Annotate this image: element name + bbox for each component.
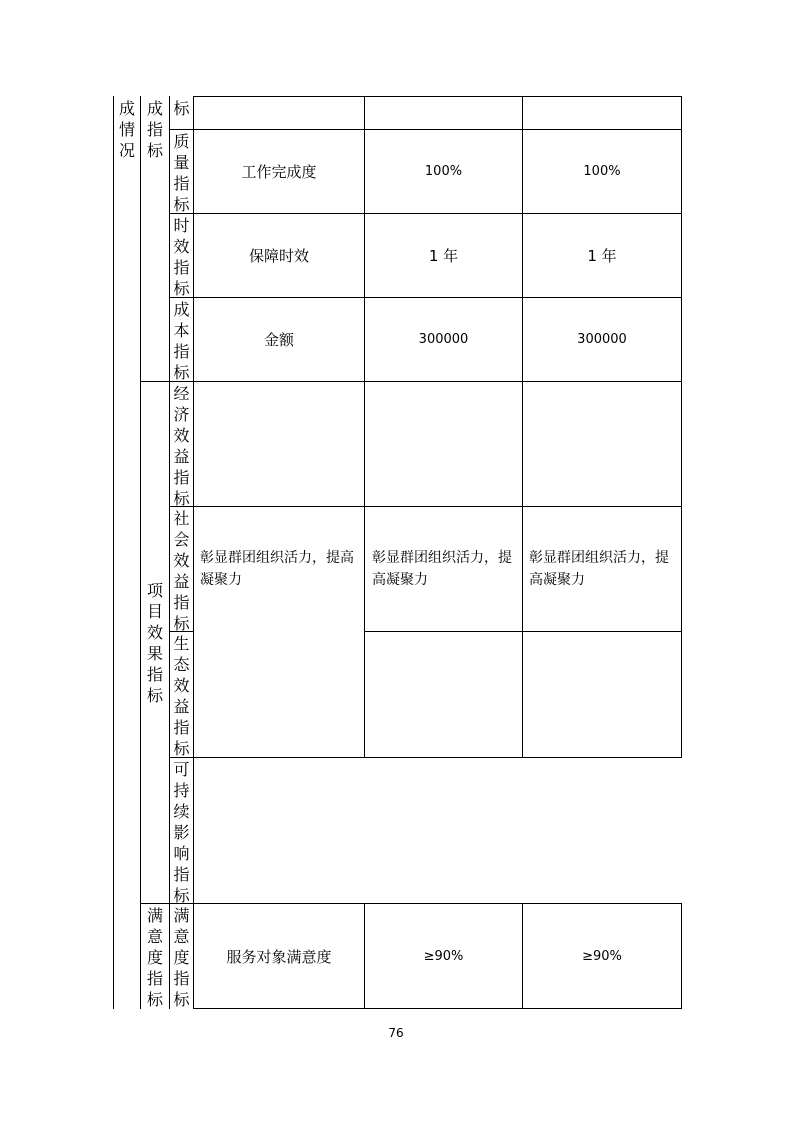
table-border-left <box>113 96 114 1009</box>
indicator-cell-quality: 工作完成度 <box>241 163 317 181</box>
value-cell-quality-2: 100% <box>583 164 621 179</box>
page-number: 76 <box>388 1026 404 1040</box>
indicator-cell-social: 彰显群团组织活力，提高凝聚力 <box>200 550 354 588</box>
table-border-right-upper <box>681 96 682 758</box>
value-cell-satisfaction-1: ≥90% <box>423 948 464 964</box>
col3-label-r5: 社 会 效 益 指 标 <box>173 509 190 633</box>
col3-label-r0: 标 <box>173 99 190 118</box>
col3-label-r8: 满 意 度 指 标 <box>173 906 190 1009</box>
col3-label-r7: 可 持 续 影 响 指 标 <box>173 760 190 905</box>
col2-label-bottom: 满 意 度 指 标 <box>146 906 163 1009</box>
indicator-cell-satisfaction: 服务对象满意度 <box>226 947 332 966</box>
col2-label-middle: 项 目 效 果 指 标 <box>146 581 163 705</box>
col2-label-top: 成 指 标 <box>146 99 163 160</box>
col3-label-r6: 生 态 效 益 指 标 <box>173 634 190 758</box>
value-cell-social-2: 彰显群团组织活力，提高凝聚力 <box>529 550 669 588</box>
value-cell-timeliness-2: 1 年 <box>587 247 617 265</box>
indicator-cell-cost: 金额 <box>263 331 294 349</box>
col3-label-r2: 时 效 指 标 <box>173 216 190 298</box>
value-cell-satisfaction-2: ≥90% <box>582 948 622 964</box>
row-line-top <box>193 96 682 97</box>
row-line-6-right <box>364 631 682 632</box>
row-line-7 <box>169 757 682 758</box>
row-line-bottom <box>193 1008 682 1009</box>
col3-label-r1: 质 量 指 标 <box>173 132 190 214</box>
table-divider-col1 <box>140 96 141 1009</box>
value-cell-quality-1: 100% <box>424 164 463 179</box>
indicator-cell-timeliness: 保障时效 <box>248 247 309 265</box>
col1-label: 成 情 况 <box>118 99 135 160</box>
row-line-5 <box>169 506 682 507</box>
value-cell-cost-2: 300000 <box>577 332 627 347</box>
row-line-4 <box>140 381 682 382</box>
value-cell-social-1: 彰显群团组织活力，提高凝聚力 <box>372 550 512 588</box>
value-cell-timeliness-1: 1 年 <box>428 247 459 265</box>
table-border-right-lower <box>681 903 682 1009</box>
col3-label-r3: 成 本 指 标 <box>173 300 190 382</box>
value-cell-cost-1: 300000 <box>418 332 469 347</box>
col3-label-r4: 经 济 效 益 指 标 <box>173 384 190 508</box>
